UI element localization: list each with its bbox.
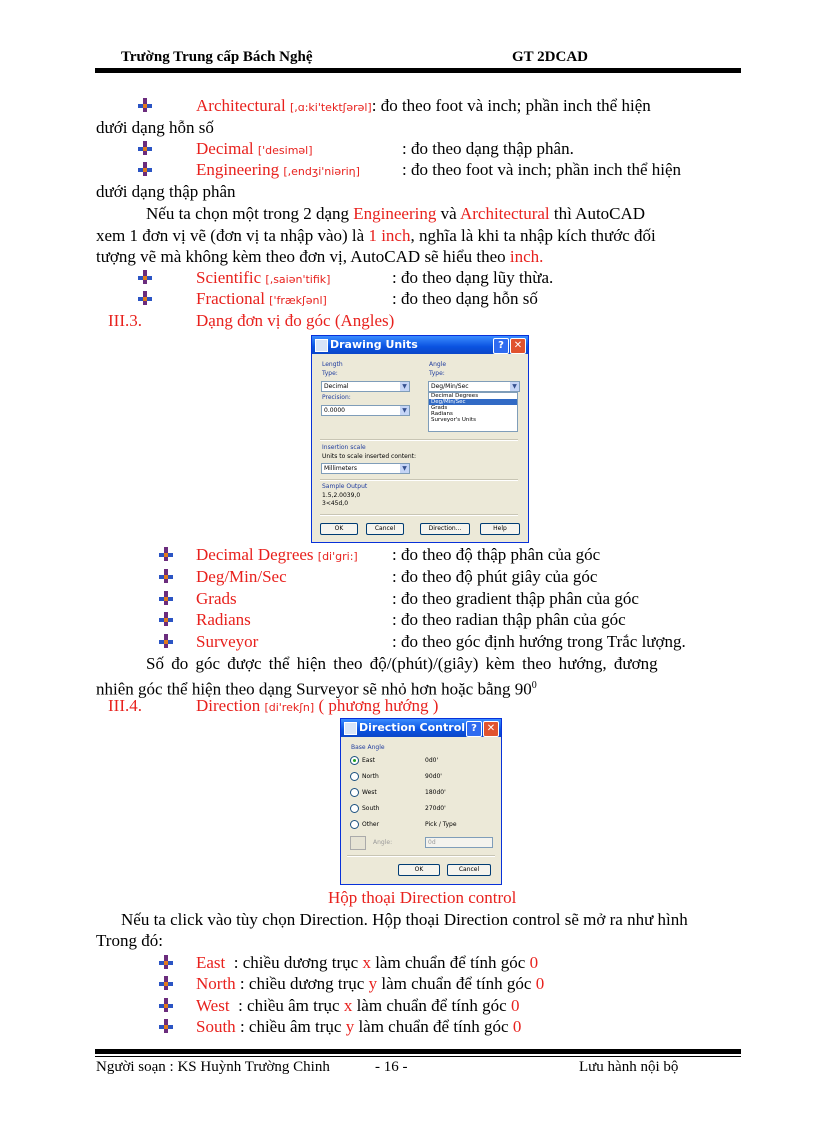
cancel-button[interactable]: Cancel [447, 864, 491, 876]
insertion-units-select[interactable] [321, 463, 410, 474]
para-term-inch: 1 inch [368, 226, 411, 245]
para-term-inch: inch. [509, 247, 544, 266]
app-icon [344, 722, 357, 735]
decimal-phonetic: ['desiməl] [257, 144, 313, 157]
length-type-label: Type: [322, 370, 338, 377]
pick-angle-icon[interactable] [350, 836, 366, 850]
bullet-icon [137, 290, 153, 306]
footer-rule [95, 1049, 741, 1054]
para-text: Nếu ta chọn một trong 2 dạng [146, 204, 354, 223]
direction-text: : chiều dương trục [225, 953, 363, 972]
direction-south [196, 1017, 521, 1037]
section-3-4-term: Direction [196, 696, 261, 715]
close-icon[interactable]: ✕ [483, 721, 499, 737]
direction-control-dialog [340, 718, 502, 885]
angle-option[interactable]: Grads [431, 405, 448, 411]
architectural-cont: dưới dạng hỗn số [96, 118, 214, 137]
bullet-icon [158, 568, 174, 584]
angle-decimal-degrees [196, 545, 358, 567]
engineering-desc: : đo theo foot và inch; phần inch thể hiện [402, 160, 682, 179]
direction-text: làm chuẩn để tính góc [354, 1017, 513, 1036]
bullet-icon [137, 161, 153, 177]
sample-output-label: Sample Output [322, 483, 368, 490]
angle-para-line1: Số đo góc được thể hiện theo độ/(phút)/(giây) kèm theo hướng, đương [146, 654, 658, 673]
angle-input[interactable] [425, 837, 493, 848]
chevron-down-icon[interactable]: ▼ [400, 406, 409, 415]
direction-term: West [196, 996, 230, 1015]
bullet-icon [137, 97, 153, 113]
option-south-label: South [362, 805, 380, 812]
angle-type-select[interactable] [428, 381, 520, 392]
angle-type-label: Type: [429, 370, 445, 377]
precision-label: Precision: [322, 394, 351, 401]
sample-output-2: 3<45d,0 [322, 500, 349, 507]
para-term-architectural: Architectural [459, 204, 550, 223]
decimal-line [196, 139, 313, 161]
bullet-icon [158, 611, 174, 627]
divider [347, 855, 495, 857]
length-type-value: Decimal [324, 383, 349, 390]
bullet-icon [158, 590, 174, 606]
decimal-desc: : đo theo dạng thập phân. [402, 139, 574, 158]
chevron-down-icon[interactable]: ▼ [400, 464, 409, 473]
option-west-value: 180d0' [425, 789, 446, 796]
para-text: thì AutoCAD [549, 204, 646, 223]
direction-text: làm chuẩn để tính góc [377, 974, 536, 993]
units-para-line1 [146, 204, 645, 224]
direction-axis: y [368, 974, 378, 993]
figure-caption: Hộp thoại Direction control [328, 888, 517, 907]
engineering-term: Engineering [196, 160, 280, 179]
angle-desc: : đo theo độ thập phân của góc [392, 545, 601, 564]
drawing-units-dialog [311, 335, 529, 543]
header-rule [95, 68, 741, 73]
close-icon[interactable]: ✕ [510, 338, 526, 354]
radio-east[interactable] [350, 756, 359, 765]
direction-text: : chiều dương trục [235, 974, 369, 993]
bullet-icon [158, 1018, 174, 1034]
angle-input-value: 0d [428, 839, 436, 846]
angle-term: Grads [196, 589, 237, 608]
insertion-scale-sublabel: Units to scale inserted content: [322, 453, 417, 460]
header-course: GT 2DCAD [512, 49, 588, 65]
footer-note: Lưu hành nội bộ [579, 1059, 679, 1075]
radio-west[interactable] [350, 788, 359, 797]
option-west-label: West [362, 789, 377, 796]
direction-zero: 0 [529, 953, 539, 972]
bullet-icon [158, 997, 174, 1013]
angle-term: Deg/Min/Sec [196, 567, 287, 586]
direction-text: : chiều âm trục [235, 1017, 346, 1036]
engineering-line [196, 160, 360, 182]
section-3-4-phonetic: [di'rekʃn] [264, 701, 315, 714]
angle-desc: : đo theo radian thập phân của góc [392, 610, 626, 629]
direction-term: North [196, 974, 236, 993]
scientific-term: Scientific [196, 268, 262, 287]
bullet-icon [158, 954, 174, 970]
architectural-phonetic: [,ɑ:ki'tektʃərəl] [289, 101, 372, 114]
architectural-term: Architectural [196, 96, 286, 115]
angle-desc: : đo theo góc định hướng trong Trắc lượng. [392, 632, 686, 651]
option-north-label: North [362, 773, 379, 780]
angle-term: Surveyor [196, 632, 259, 651]
direction-para-line2: Trong đó: [96, 931, 163, 950]
direction-text: làm chuẩn để tính góc [352, 996, 511, 1015]
direction-para-line1: Nếu ta click vào tùy chọn Direction. Hộp thoại Direction control sẽ mở ra như hình [121, 910, 688, 929]
direction-button[interactable]: Direction... [420, 523, 470, 535]
section-3-3-number: III.3. [108, 311, 142, 330]
scientific-phonetic: [,saiən'tifik] [265, 273, 331, 286]
bullet-icon [158, 633, 174, 649]
divider [320, 479, 518, 481]
bullet-icon [137, 269, 153, 285]
architectural-desc: : đo theo foot và inch; phần inch thể hiện [371, 96, 651, 115]
header-school: Trường Trung cấp Bách Nghệ [121, 49, 313, 65]
divider [320, 514, 518, 516]
direction-axis: x [343, 996, 353, 1015]
footer-page-number: - 16 - [375, 1059, 408, 1075]
base-angle-label: Base Angle [351, 744, 385, 751]
engineering-cont: dưới dạng thập phân [96, 182, 236, 201]
radio-other[interactable] [350, 820, 359, 829]
fractional-desc: : đo theo dạng hỗn số [392, 289, 538, 308]
section-3-4-number: III.4. [108, 696, 142, 715]
angle-type-value: Deg/Min/Sec [431, 383, 469, 390]
chevron-down-icon[interactable]: ▼ [510, 382, 519, 391]
footer-author: Người soạn : KS Huỳnh Trường Chinh [96, 1059, 330, 1075]
drawing-units-titlebar [312, 336, 528, 354]
section-3-4-rest: ( phương hướng ) [318, 696, 439, 715]
degree-superscript: 0 [531, 680, 537, 691]
direction-text: làm chuẩn để tính góc [370, 953, 530, 972]
option-other-value: Pick / Type [425, 821, 457, 828]
direction-text: : chiều âm trục [229, 996, 344, 1015]
length-group-label: Length [322, 361, 343, 368]
ok-button[interactable]: OK [320, 523, 358, 535]
ok-button[interactable]: OK [398, 864, 440, 876]
precision-select[interactable] [321, 405, 410, 416]
direction-control-title: Direction Control [359, 721, 466, 734]
para-text: và [436, 204, 460, 223]
angle-term: Radians [196, 610, 251, 629]
direction-axis: x [362, 953, 371, 972]
angle-term: Decimal Degrees [196, 545, 314, 564]
angle-desc: : đo theo gradient thập phân của góc [392, 589, 639, 608]
length-type-select[interactable] [321, 381, 410, 392]
section-3-3-title: Dạng đơn vị đo góc (Angles) [196, 311, 395, 330]
para-term-engineering: Engineering [353, 204, 437, 223]
cancel-button[interactable]: Cancel [366, 523, 404, 535]
option-east-value: 0d0' [425, 757, 439, 764]
insertion-units-value: Millimeters [324, 465, 358, 472]
decimal-term: Decimal [196, 139, 254, 158]
divider [320, 439, 518, 441]
units-para-line3 [96, 247, 543, 267]
option-east-label: East [362, 757, 375, 764]
precision-value: 0.0000 [324, 407, 345, 414]
architectural-line [196, 96, 651, 118]
bullet-icon [158, 546, 174, 562]
insertion-scale-label: Insertion scale [322, 444, 366, 451]
drawing-units-title: Drawing Units [330, 338, 418, 351]
angle-phonetic: [di'gri:] [317, 550, 358, 563]
para-text: xem 1 đơn vị vẽ (đơn vị ta nhập vào) là [96, 226, 369, 245]
angle-option[interactable]: Surveyor's Units [431, 417, 476, 423]
direction-north [196, 974, 544, 994]
angle-label: Angle: [373, 839, 393, 846]
angle-group-label: Angle [429, 361, 447, 368]
sample-output-1: 1.5,2.0039,0 [322, 492, 361, 499]
fractional-term: Fractional [196, 289, 265, 308]
footer-rule-thin [95, 1056, 741, 1057]
direction-zero: 0 [535, 974, 545, 993]
direction-term: East [196, 953, 226, 972]
option-other-label: Other [362, 821, 380, 828]
angle-desc: : đo theo độ phút giây của góc [392, 567, 598, 586]
help-button[interactable]: Help [480, 523, 520, 535]
direction-zero: 0 [510, 996, 520, 1015]
angle-option-selected[interactable]: Deg/Min/Sec [429, 399, 517, 405]
angle-para-text: nhiên góc thể hiện theo dạng Surveyor sẽ nhỏ hơn hoặc bằng 90 [96, 679, 532, 699]
radio-north[interactable] [350, 772, 359, 781]
option-south-value: 270d0' [425, 805, 446, 812]
section-3-4-title [196, 696, 438, 718]
radio-south[interactable] [350, 804, 359, 813]
option-north-value: 90d0' [425, 773, 442, 780]
help-icon[interactable]: ? [466, 721, 482, 737]
angle-option[interactable]: Radians [431, 411, 453, 417]
angle-type-dropdown-list[interactable] [428, 392, 518, 432]
angle-option[interactable]: Decimal Degrees [431, 393, 479, 399]
direction-term: South [196, 1017, 236, 1036]
scientific-line [196, 268, 330, 290]
direction-axis: y [345, 1017, 355, 1036]
direction-east [196, 953, 538, 973]
bullet-icon [137, 140, 153, 156]
fractional-phonetic: ['frækʃənl] [269, 294, 327, 307]
units-para-line2 [96, 226, 656, 246]
app-icon [315, 339, 328, 352]
direction-zero: 0 [512, 1017, 522, 1036]
engineering-phonetic: [,endʒi'niəriη] [283, 165, 360, 178]
fractional-line [196, 289, 327, 311]
help-icon[interactable]: ? [493, 338, 509, 354]
scientific-desc: : đo theo dạng lũy thừa. [392, 268, 554, 287]
direction-west [196, 996, 519, 1016]
para-text: , nghĩa là khi ta nhập kích thước đối [410, 226, 656, 245]
bullet-icon [158, 975, 174, 991]
direction-control-titlebar [341, 719, 501, 737]
chevron-down-icon[interactable]: ▼ [400, 382, 409, 391]
para-text: tượng vẽ mà không kèm theo đơn vị, AutoCAD sẽ hiểu theo [96, 247, 510, 266]
